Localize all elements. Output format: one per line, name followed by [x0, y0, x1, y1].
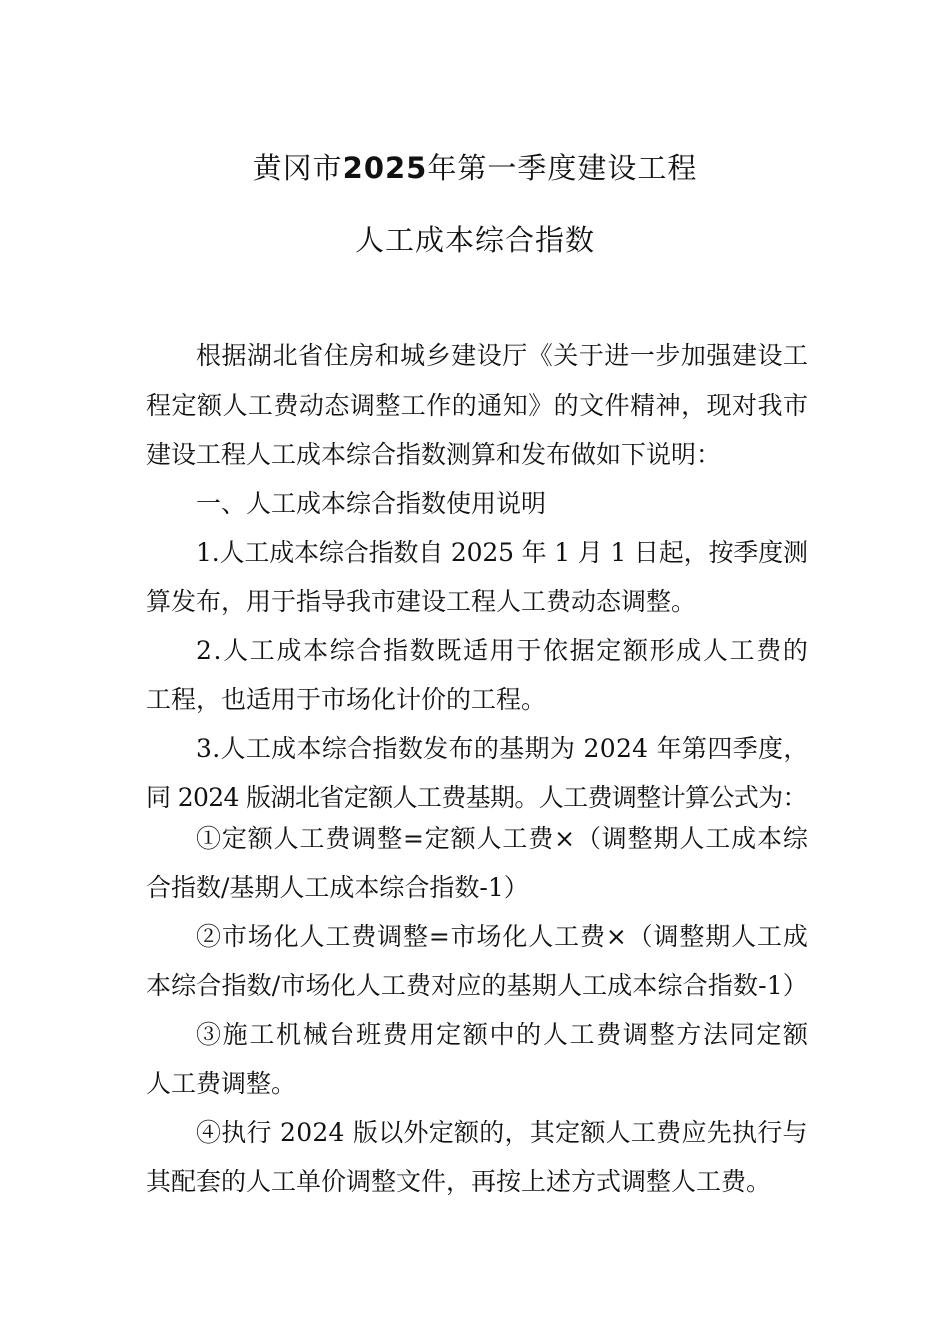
item-3-line2: 同 2024 版湖北省定额人工费基期。人工费调整计算公式为： [146, 783, 807, 812]
paragraph-intro-line3: 建设工程人工成本综合指数测算和发布做如下说明： [146, 440, 722, 469]
item-3-line1: 3.人工成本综合指数发布的基期为 2024 年第四季度， [196, 734, 809, 763]
formula-1-line2: 合指数/基期人工成本综合指数-1） [146, 873, 529, 902]
paragraph-intro-line2: 程定额人工费动态调整工作的通知》的文件精神，现对我市 [146, 391, 809, 420]
item-1-line2: 算发布，用于指导我市建设工程人工费动态调整。 [146, 587, 697, 616]
formula-3-line2: 人工费调整。 [146, 1069, 297, 1098]
title-suffix: 年第一季度建设工程 [427, 151, 698, 185]
document-title-line2: 人工成本综合指数 [354, 223, 595, 257]
formula-4-line1: ④执行 2024 版以外定额的，其定额人工费应先执行与 [196, 1118, 808, 1147]
paragraph-intro-line1: 根据湖北省住房和城乡建设厅《关于进一步加强建设工 [196, 341, 809, 370]
document-title-line1 [0, 146, 950, 187]
formula-1-line1: ①定额人工费调整=定额人工费×（调整期人工成本综 [196, 824, 809, 853]
section-heading-1: 一、人工成本综合指数使用说明 [196, 489, 547, 518]
formula-2-line1: ②市场化人工费调整=市场化人工费×（调整期人工成 [196, 922, 809, 951]
item-2-line1: 2.人工成本综合指数既适用于依据定额形成人工费的 [196, 636, 810, 665]
formula-4-line2: 其配套的人工单价调整文件，再按上述方式调整人工费。 [146, 1167, 772, 1196]
formula-2-line2: 本综合指数/市场化人工费对应的基期人工成本综合指数-1） [146, 971, 808, 1000]
item-2-line2: 工程，也适用于市场化计价的工程。 [146, 685, 547, 714]
title-prefix: 黄冈市 [252, 151, 343, 185]
formula-3-line1: ③施工机械台班费用定额中的人工费调整方法同定额 [196, 1020, 810, 1049]
item-1-line1: 1.人工成本综合指数自 2025 年 1 月 1 日起，按季度测 [196, 538, 808, 567]
title-year: 2025 [342, 151, 428, 185]
